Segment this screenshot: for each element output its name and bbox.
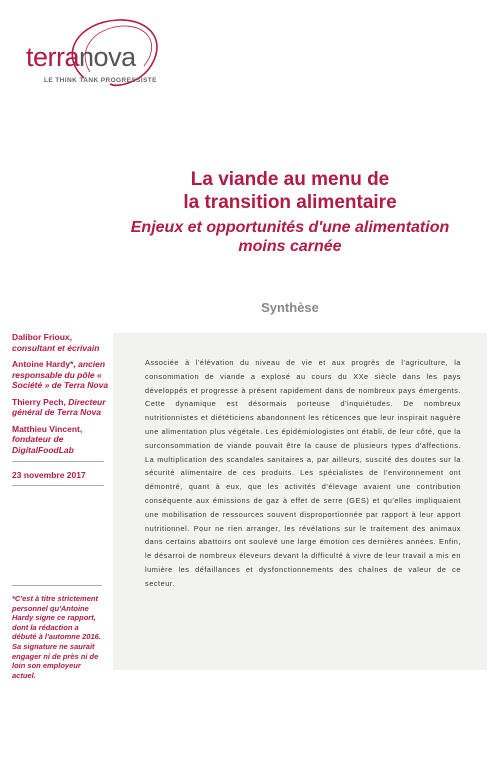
author-entry	[12, 332, 112, 353]
date-separator	[12, 485, 104, 486]
author-name: Antoine Hardy*,	[12, 359, 76, 369]
title-block	[120, 168, 460, 256]
logo-tagline: LE THINK TANK PROGRESSISTE	[44, 77, 157, 84]
author-entry	[12, 359, 112, 391]
terra-nova-logo	[18, 14, 178, 92]
synthesis-text: Associée à l'élévation du niveau de vie et aux progrès de l'agriculture, la consommation de viande a explosé au cours du XXe siècle dans les pays développés et progresse à présent rapidement dans de nombreux pays émergents. Cette dynamique est désormais porteuse d'inquiétudes. De nombreux nutritionnistes et diététiciens abandonnent les réticences que leur inspirait naguère une alimentation plus végétale. Les épidémiologistes ont établi, de leur côté, que la surconsommation de viande pouvait être la cause de plusieurs types d'affections. La multiplication des scandales sanitaires a, par ailleurs, suscité des doutes sur la sécurité alimentaire de ces produits. Les spécialistes de l'environnement ont démontré, quant à eux, que les activités d'élevage avaient une contribution conséquente aux émissions de gaz à effet de serre (GES) et qu'elles impliquaient une mobilisation de ressources souvent disproportionnée par rapport à leur apport nutritionnel. Pour ne rien arranger, les révélations sur le traitement des animaux dans certains abattoirs ont soulevé une large émotion ces dernières années. Enfin, le désarroi de nombreux éleveurs devant la difficulté à vivre de leur travail a mis en lumière les défaillances et dysfonctionnements des chaînes de valeur de ce secteur.	[145, 358, 461, 588]
logo-word-nova: nova	[79, 42, 136, 72]
author-role: ancien responsable du pôle « Société » de Terra Nova	[12, 359, 109, 390]
author-role: consultant et écrivain	[12, 342, 100, 353]
logo-word-terra: terra	[26, 42, 80, 72]
publication-date: 23 novembre 2017	[12, 470, 86, 480]
author-entry	[12, 397, 112, 418]
report-subtitle-line-1: Enjeux et opportunités d'une alimentation	[130, 219, 450, 236]
report-subtitle-line-2: moins carnée	[238, 238, 342, 255]
report-title-line-1: La viande au menu de	[190, 169, 390, 190]
author-name: Thierry Pech,	[12, 396, 66, 407]
logo-wordmark	[26, 42, 136, 73]
report-title-line-2: la transition alimentaire	[183, 192, 397, 213]
section-label: Synthèse	[261, 300, 319, 315]
author-list	[12, 332, 112, 486]
author-separator	[12, 461, 104, 462]
author-role: Directeur général de Terra Nova	[12, 396, 106, 417]
author-role: fondateur de DigitalFoodLab	[12, 434, 74, 455]
author-entry	[12, 424, 112, 456]
footnote: *C'est à titre strictement personnel qu'Antoine Hardy signe ce rapport, dont la rédaction a débuté à l'automne 2016. Sa signature ne saurait engager ni de près ni de loin son employeur actuel.	[12, 594, 101, 680]
footnote-separator	[12, 585, 102, 586]
author-name: Matthieu Vincent,	[12, 423, 83, 434]
author-name: Dalibor Frioux,	[12, 332, 72, 342]
